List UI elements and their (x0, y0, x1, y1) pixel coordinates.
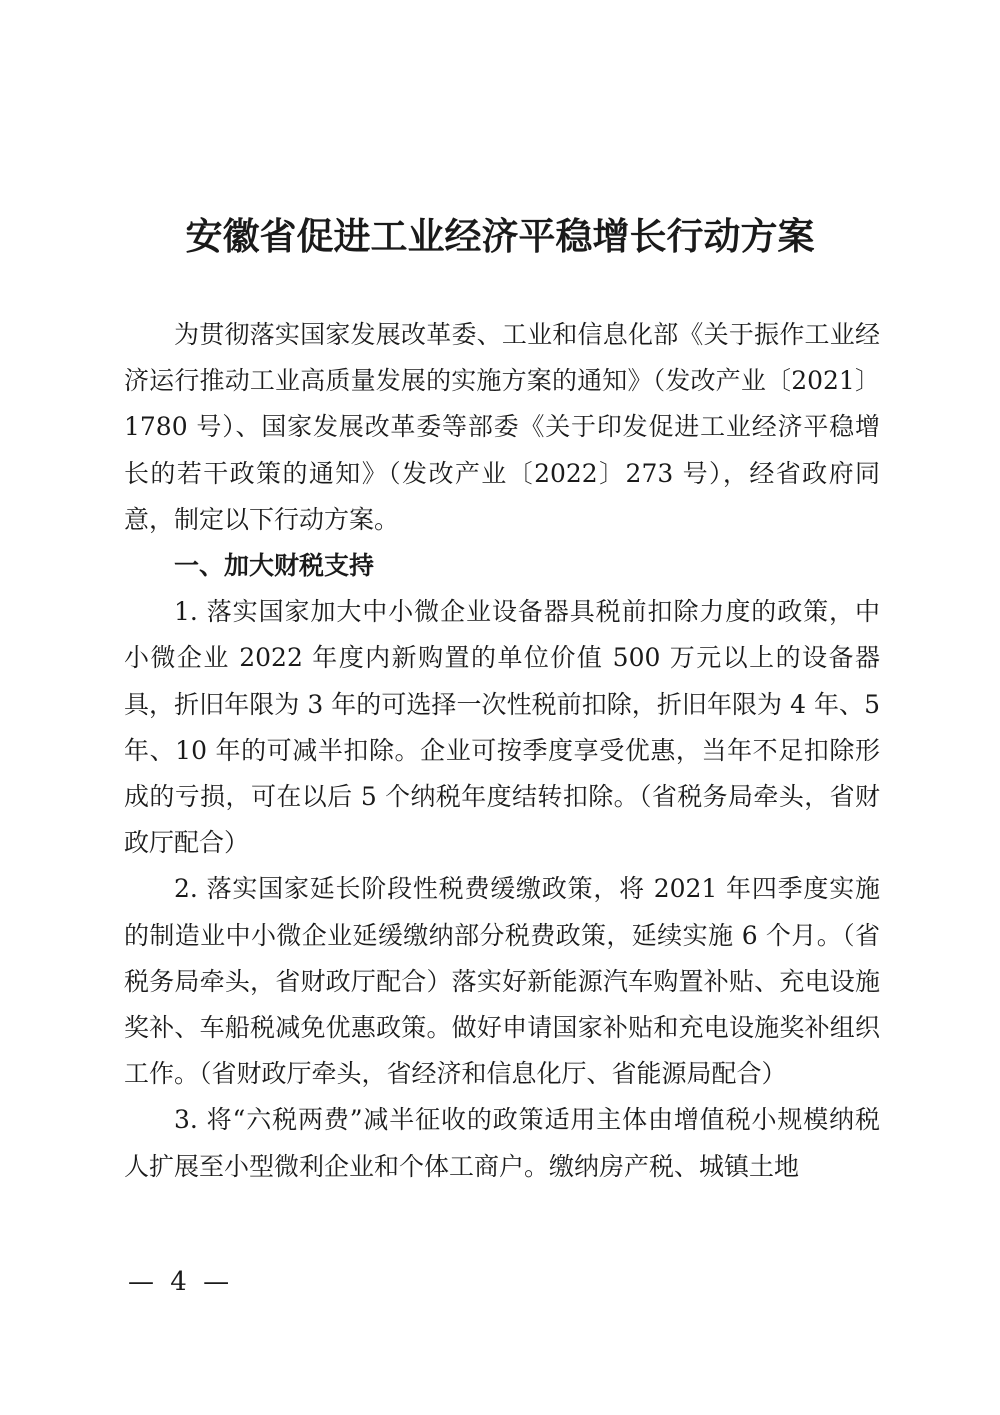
document-title: 安徽省促进工业经济平稳增长行动方案 (185, 214, 815, 258)
document-body (124, 312, 880, 1190)
item-paragraph-3: 3. 将“六税两费”减半征收的政策适用主体由增值税小规模纳税人扩展至小型微利企业和个体工商户。缴纳房产税、城镇土地 (124, 1105, 880, 1181)
intro-paragraph: 为贯彻落实国家发展改革委、工业和信息化部《关于振作工业经济运行推动工业高质量发展的实施方案的通知》（发改产业〔2021〕1780 号）、国家发展改革委等部委《关于印发促进工业经济平稳增长的若干政策的通知》（发改产业〔2022〕273 号），经省政府同意，制定以下行动方案。 (124, 320, 880, 534)
section-heading-1: 一、加大财税支持 (174, 551, 375, 581)
item-paragraph-2: 2. 落实国家延长阶段性税费缓缴政策，将 2021 年四季度实施的制造业中小微企业延缓缴纳部分税费政策，延续实施 6 个月。（省税务局牵头，省财政厅配合）落实好新能源汽车购置补贴、充电设施奖补、车船税减免优惠政策。做好申请国家补贴和充电设施奖补组织工作。（省财政厅牵头，省经济和信息化厅、省能源局配合） (124, 874, 880, 1089)
page-number: — 4 — (128, 1267, 234, 1297)
item-paragraph-1: 1. 落实国家加大中小微企业设备器具税前扣除力度的政策，中小微企业 2022 年度内新购置的单位价值 500 万元以上的设备器具，折旧年限为 3 年的可选择一次性税前扣除，折旧年限为 4 年、5 年、10 年的可减半扣除。企业可按季度享受优惠，当年不足扣除形成的亏损，可在以后 5 个纳税年度结转扣除。（省税务局牵头，省财政厅配合） (124, 597, 880, 858)
